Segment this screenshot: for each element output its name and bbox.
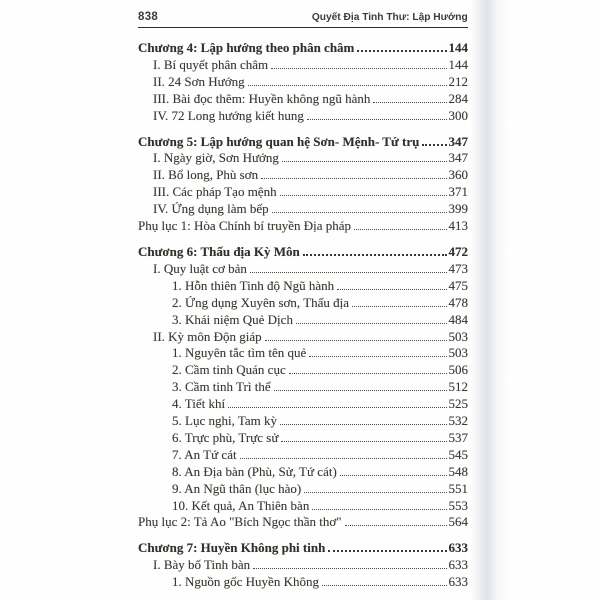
toc-entry-label: I. Bày bố Tinh bàn (153, 557, 251, 573)
toc-entry (138, 134, 468, 151)
toc-leader-dots (280, 195, 447, 196)
toc-entry-page: 506 (448, 362, 468, 378)
toc-leader-dots (280, 424, 446, 425)
toc-entry (138, 295, 468, 312)
toc-entry (138, 329, 468, 346)
toc-leader-dots (289, 373, 447, 374)
toc-leader-dots (228, 407, 446, 408)
toc-entry-page: 532 (448, 413, 468, 429)
toc-entry-page: 525 (448, 396, 468, 412)
toc-leader-dots (303, 254, 447, 256)
toc-entry-label: Phụ lục 1: Hòa Chính bí truyền Địa pháp (138, 218, 352, 234)
toc-entry-label: 3. Cầm tinh Trì thể (172, 379, 271, 395)
toc-leader-dots (240, 458, 447, 459)
toc-leader-dots (422, 144, 446, 146)
toc-entry-label: 9. An Ngũ thân (lục hào) (172, 480, 302, 496)
toc-entry-label: 2. Ứng dụng Xuyên sơn, Thấu địa (172, 294, 350, 310)
toc-entry-label: 8. An Địa bàn (Phù, Sử, Tứ cát) (172, 463, 337, 479)
toc-leader-dots (274, 390, 447, 391)
toc-leader-dots (345, 525, 447, 526)
toc-entry-page: 537 (448, 429, 468, 445)
toc-entry-label: Phụ lục 2: Tả Ao "Bích Ngọc thần thơ" (138, 514, 342, 530)
toc-entry-page: 633 (448, 557, 468, 573)
toc-entry-label: 6. Trực phù, Trực sử (172, 429, 279, 445)
toc-leader-dots (281, 441, 446, 442)
toc-entry-label: 2. Cầm tinh Quán cục (172, 362, 286, 378)
running-header (138, 11, 468, 28)
toc-entry-page: 564 (448, 514, 468, 530)
toc-leader-dots (265, 340, 447, 341)
toc-entry-page: 633 (448, 574, 468, 590)
toc-entry (138, 345, 468, 362)
toc-entry-page: 360 (448, 167, 468, 183)
toc-entry (138, 396, 468, 413)
toc-entry-page: 548 (448, 463, 468, 479)
toc-entry-page: 473 (448, 260, 468, 276)
toc-entry (138, 447, 468, 464)
toc-entry (138, 244, 468, 261)
toc-entry-label: 1. Nguyên tắc tìm tên quẻ (172, 345, 307, 361)
toc-entry-page: 503 (448, 328, 468, 344)
toc-entry-page: 347 (448, 133, 468, 149)
toc-entry-label: 1. Nguồn gốc Huyền Không (172, 574, 319, 590)
toc-entry-page: 545 (448, 446, 468, 462)
toc-entry-label: III. Các pháp Tạo mệnh (153, 184, 277, 200)
toc-entry-page: 413 (448, 218, 468, 234)
toc-entry-label: I. Bí quyết phân châm (153, 56, 269, 72)
toc-entry-page: 478 (448, 294, 468, 310)
toc-entry-page: 371 (448, 184, 468, 200)
toc-entry (138, 40, 468, 57)
toc-entry-label: I. Quy luật cơ bản (153, 260, 247, 276)
toc-entry (138, 74, 468, 91)
toc-entry (138, 108, 468, 125)
header-book-title: Quyết Địa Tinh Thư: Lập Hướng (312, 11, 468, 23)
toc-entry (138, 91, 468, 108)
toc-entry (138, 540, 468, 557)
toc-entry (138, 362, 468, 379)
toc-entry-label: I. Ngày giờ, Sơn Hướng (153, 150, 279, 166)
toc-entry-page: 284 (448, 90, 468, 106)
toc-entry-label: III. Bài đọc thêm: Huyền không ngũ hành (153, 90, 371, 106)
toc-entry-page: 633 (448, 540, 468, 556)
toc-entry-page: 212 (448, 73, 468, 89)
toc-entry (138, 218, 468, 235)
toc-entry-page: 503 (448, 345, 468, 361)
toc-entry (138, 278, 468, 295)
toc-entry (138, 184, 468, 201)
page-edge-shadow (470, 0, 508, 600)
toc-leader-dots (296, 323, 447, 324)
toc-section (138, 134, 468, 235)
toc-leader-dots (304, 492, 446, 493)
toc-entry-label: Chương 5: Lập hướng quan hệ Sơn- Mệnh- Tứ trụ (138, 133, 420, 149)
toc-leader-dots (282, 161, 447, 162)
toc-leader-dots (373, 102, 446, 103)
toc-leader-dots (261, 178, 446, 179)
toc-entry (138, 312, 468, 329)
toc-entry-label: Chương 6: Thấu địa Kỳ Môn (138, 243, 300, 259)
toc-entry-page: 475 (448, 277, 468, 293)
toc-entry-page: 399 (448, 201, 468, 217)
toc-entry-label: Chương 7: Huyền Không phi tinh (138, 540, 326, 556)
toc-entry-label: 5. Lục nghi, Tam kỳ (172, 413, 278, 429)
toc-entry-page: 553 (448, 497, 468, 513)
toc-leader-dots (271, 68, 446, 69)
toc-section (138, 540, 468, 591)
toc-leader-dots (307, 119, 447, 120)
toc-entry (138, 574, 468, 591)
toc-entry-page: 472 (448, 243, 468, 259)
toc-entry-page: 551 (448, 480, 468, 496)
toc-entry (138, 379, 468, 396)
toc-leader-dots (357, 50, 446, 52)
toc-entry-label: II. 24 Sơn Hướng (153, 73, 245, 89)
toc-entry-label: II. Bổ long, Phù sơn (153, 167, 259, 183)
toc-leader-dots (253, 568, 446, 569)
toc-entry-label: 1. Hỗn thiên Tinh độ Ngũ hành (172, 277, 335, 293)
toc-entry (138, 201, 468, 218)
toc-entry-label: 7. An Tứ cát (172, 446, 237, 462)
toc-entry-label: Chương 4: Lập hướng theo phân châm (138, 40, 355, 55)
header-page-number: 838 (138, 11, 159, 23)
toc-leader-dots (328, 550, 446, 552)
toc-leader-dots (272, 212, 447, 213)
toc-entry (138, 261, 468, 278)
toc-leader-dots (354, 229, 446, 230)
toc-entry (138, 498, 468, 515)
toc-section (138, 40, 468, 125)
toc-entry (138, 57, 468, 74)
toc-entry (138, 150, 468, 167)
toc-entry-label: II. Kỳ môn Độn giáp (153, 328, 262, 344)
toc-entry (138, 430, 468, 447)
toc-entry-label: IV. 72 Long hướng kiết hung (153, 107, 304, 123)
toc-leader-dots (309, 356, 446, 357)
toc-entry (138, 464, 468, 481)
toc-entry-page: 484 (448, 311, 468, 327)
toc-leader-dots (340, 475, 447, 476)
toc-leader-dots (312, 509, 446, 510)
toc-leader-dots (250, 272, 447, 273)
toc-entry-label: 3. Khái niệm Quẻ Dịch (172, 311, 293, 327)
toc-entry-label: 4. Tiết khí (172, 396, 226, 412)
toc-leader-dots (352, 306, 446, 307)
toc-entry-page: 300 (448, 107, 468, 123)
toc-entry (138, 481, 468, 498)
toc-leader-dots (337, 289, 446, 290)
toc-entry (138, 413, 468, 430)
toc-entry-page: 512 (448, 379, 468, 395)
toc-entry-page: 144 (448, 40, 468, 55)
toc-entry-page: 347 (448, 150, 468, 166)
page-content (138, 11, 468, 591)
toc-entry-label: IV. Ứng dụng làm bếp (153, 201, 269, 217)
toc-leader-dots (322, 585, 447, 586)
toc-leader-dots (248, 85, 447, 86)
toc-list (138, 40, 468, 591)
toc-entry (138, 557, 468, 574)
toc-entry-label: 10. Kết quả, An Thiên bàn (172, 497, 310, 513)
toc-entry-page: 144 (448, 56, 468, 72)
toc-entry (138, 514, 468, 531)
toc-section (138, 244, 468, 531)
toc-entry (138, 167, 468, 184)
